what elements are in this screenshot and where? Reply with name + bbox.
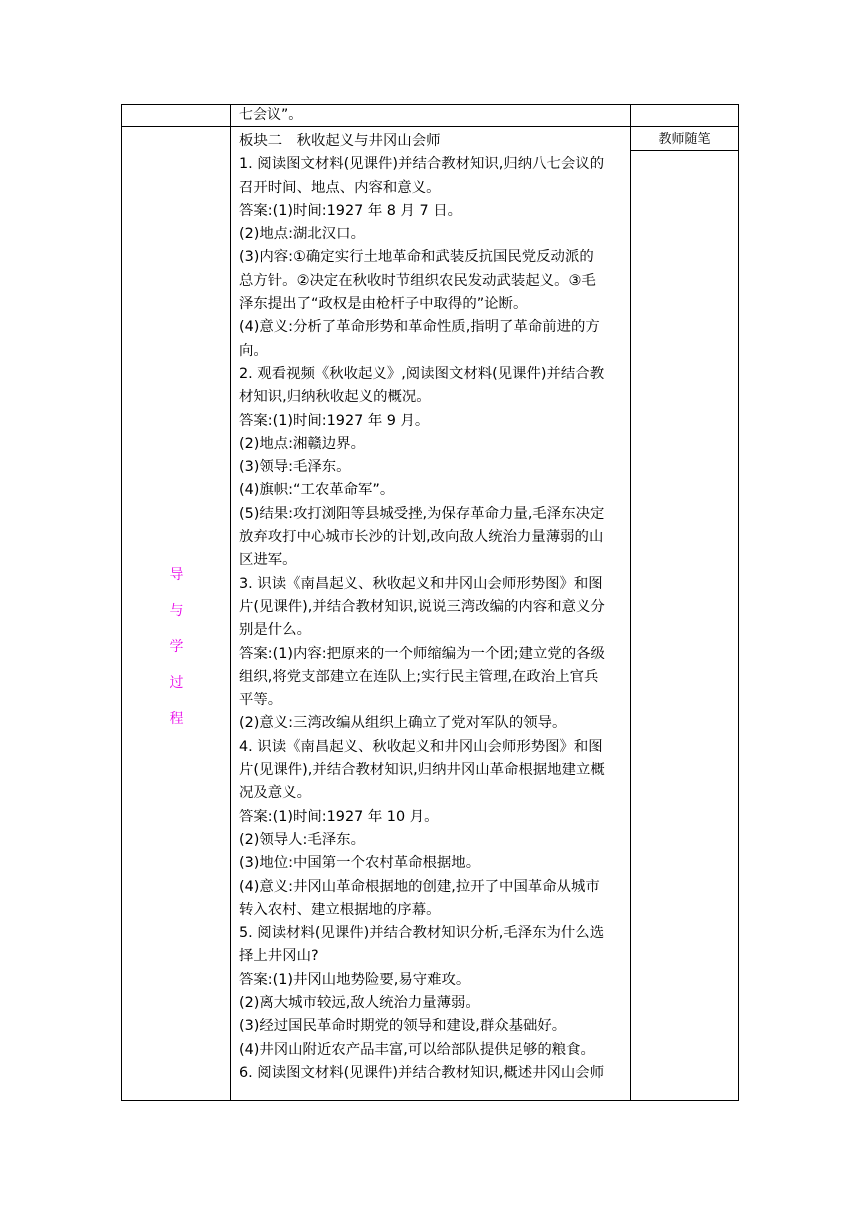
- content-line: 放弃攻打中心城市长沙的计划,改向敌人统治力量薄弱的山: [239, 529, 604, 546]
- content-line: 4. 识读《南昌起义、秋收起义和井冈山会师形势图》和图: [239, 738, 603, 755]
- content-line: (2)离大城市较远,敌人统治力量薄弱。: [239, 994, 480, 1011]
- content-line: 答案:(1)时间:1927 年 10 月。: [239, 808, 439, 825]
- content-line: (4)意义:井冈山革命根据地的创建,拉开了中国革命从城市: [239, 878, 600, 895]
- content-line: 转入农村、建立根据地的序幕。: [239, 901, 441, 918]
- content-line: 6. 阅读图文材料(见课件)并结合教材知识,概述井冈山会师: [239, 1064, 605, 1081]
- content-line: 答案:(1)内容:把原来的一个师缩编为一个团;建立党的各级: [239, 645, 605, 662]
- table-row: [122, 105, 739, 127]
- content-line: (2)领导人:毛泽东。: [239, 831, 365, 848]
- teacher-notes-header: 教师随笔: [631, 127, 738, 151]
- notes-cell-empty: [631, 105, 739, 127]
- content-line: 5. 阅读材料(见课件)并结合教材知识分析,毛泽东为什么选: [239, 925, 605, 942]
- section-label: [122, 557, 231, 737]
- content-line: 1. 阅读图文材料(见课件)并结合教材知识,归纳八七会议的: [239, 156, 605, 173]
- content-line: 况及意义。: [239, 785, 311, 802]
- content-line: 召开时间、地点、内容和意义。: [239, 179, 441, 196]
- lesson-content: [231, 127, 630, 1085]
- content-line: 材知识,归纳秋收起义的概况。: [239, 389, 431, 406]
- content-cell: [231, 105, 631, 127]
- content-cell: [231, 127, 631, 1101]
- section-label-char: 程: [169, 711, 184, 727]
- content-line: 向。: [239, 342, 268, 359]
- content-line: (3)经过国民革命时期党的领导和建设,群众基础好。: [239, 1018, 567, 1035]
- content-line: 2. 观看视频《秋收起义》,阅读图文材料(见课件)并结合教: [239, 365, 605, 382]
- content-line: (2)意义:三湾改编从组织上确立了党对军队的领导。: [239, 715, 567, 732]
- content-line: 板块二 秋收起义与井冈山会师: [239, 133, 441, 149]
- label-cell-empty: [122, 105, 231, 127]
- content-line: 组织,将党支部建立在连队上;实行民主管理,在政治上官兵: [239, 668, 599, 685]
- content-line: 答案:(1)时间:1927 年 9 月。: [239, 412, 430, 429]
- content-line: 答案:(1)井冈山地势险要,易守难攻。: [239, 971, 471, 988]
- content-line: (5)结果:攻打浏阳等县城受挫,为保存革命力量,毛泽东决定: [239, 505, 605, 522]
- content-line: 片(见课件),并结合教材知识,说说三湾改编的内容和意义分: [239, 598, 605, 615]
- content-line: (2)地点:湘赣边界。: [239, 435, 365, 452]
- section-label-cell: [122, 127, 231, 1101]
- section-label-char: 与: [169, 603, 184, 619]
- content-line: (2)地点:湖北汉口。: [239, 226, 365, 243]
- notes-cell: [631, 127, 739, 1101]
- content-line: 别是什么。: [239, 622, 311, 639]
- content-line: (3)内容:①确定实行土地革命和武装反抗国民党反动派的: [239, 249, 594, 266]
- table-row: [122, 127, 739, 1101]
- continued-text: 七会议”。: [239, 107, 303, 123]
- content-line: 区进军。: [239, 552, 297, 569]
- content-line: 泽东提出了“政权是由枪杆子中取得的”论断。: [239, 296, 528, 313]
- section-label-char: 导: [169, 567, 184, 583]
- content-line: (4)井冈山附近农产品丰富,可以给部队提供足够的粮食。: [239, 1041, 595, 1058]
- content-line: 答案:(1)时间:1927 年 8 月 7 日。: [239, 202, 463, 219]
- section-label-char: 过: [169, 675, 184, 691]
- content-line: 平等。: [239, 692, 283, 709]
- lesson-table: [121, 104, 739, 1101]
- section-label-char: 学: [169, 639, 184, 655]
- content-line: (3)领导:毛泽东。: [239, 459, 351, 476]
- content-line: (4)旗帜:“工农革命军”。: [239, 482, 395, 499]
- content-line: 总方针。②决定在秋收时节组织农民发动武装起义。③毛: [239, 272, 596, 289]
- content-line: 择上井冈山?: [239, 948, 319, 965]
- content-line: 片(见课件),并结合教材知识,归纳井冈山革命根据地建立概: [239, 762, 605, 779]
- content-line: (4)意义:分析了革命形势和革命性质,指明了革命前进的方: [239, 319, 600, 336]
- content-line: 3. 识读《南昌起义、秋收起义和井冈山会师形势图》和图: [239, 575, 603, 592]
- content-line: (3)地位:中国第一个农村革命根据地。: [239, 855, 481, 872]
